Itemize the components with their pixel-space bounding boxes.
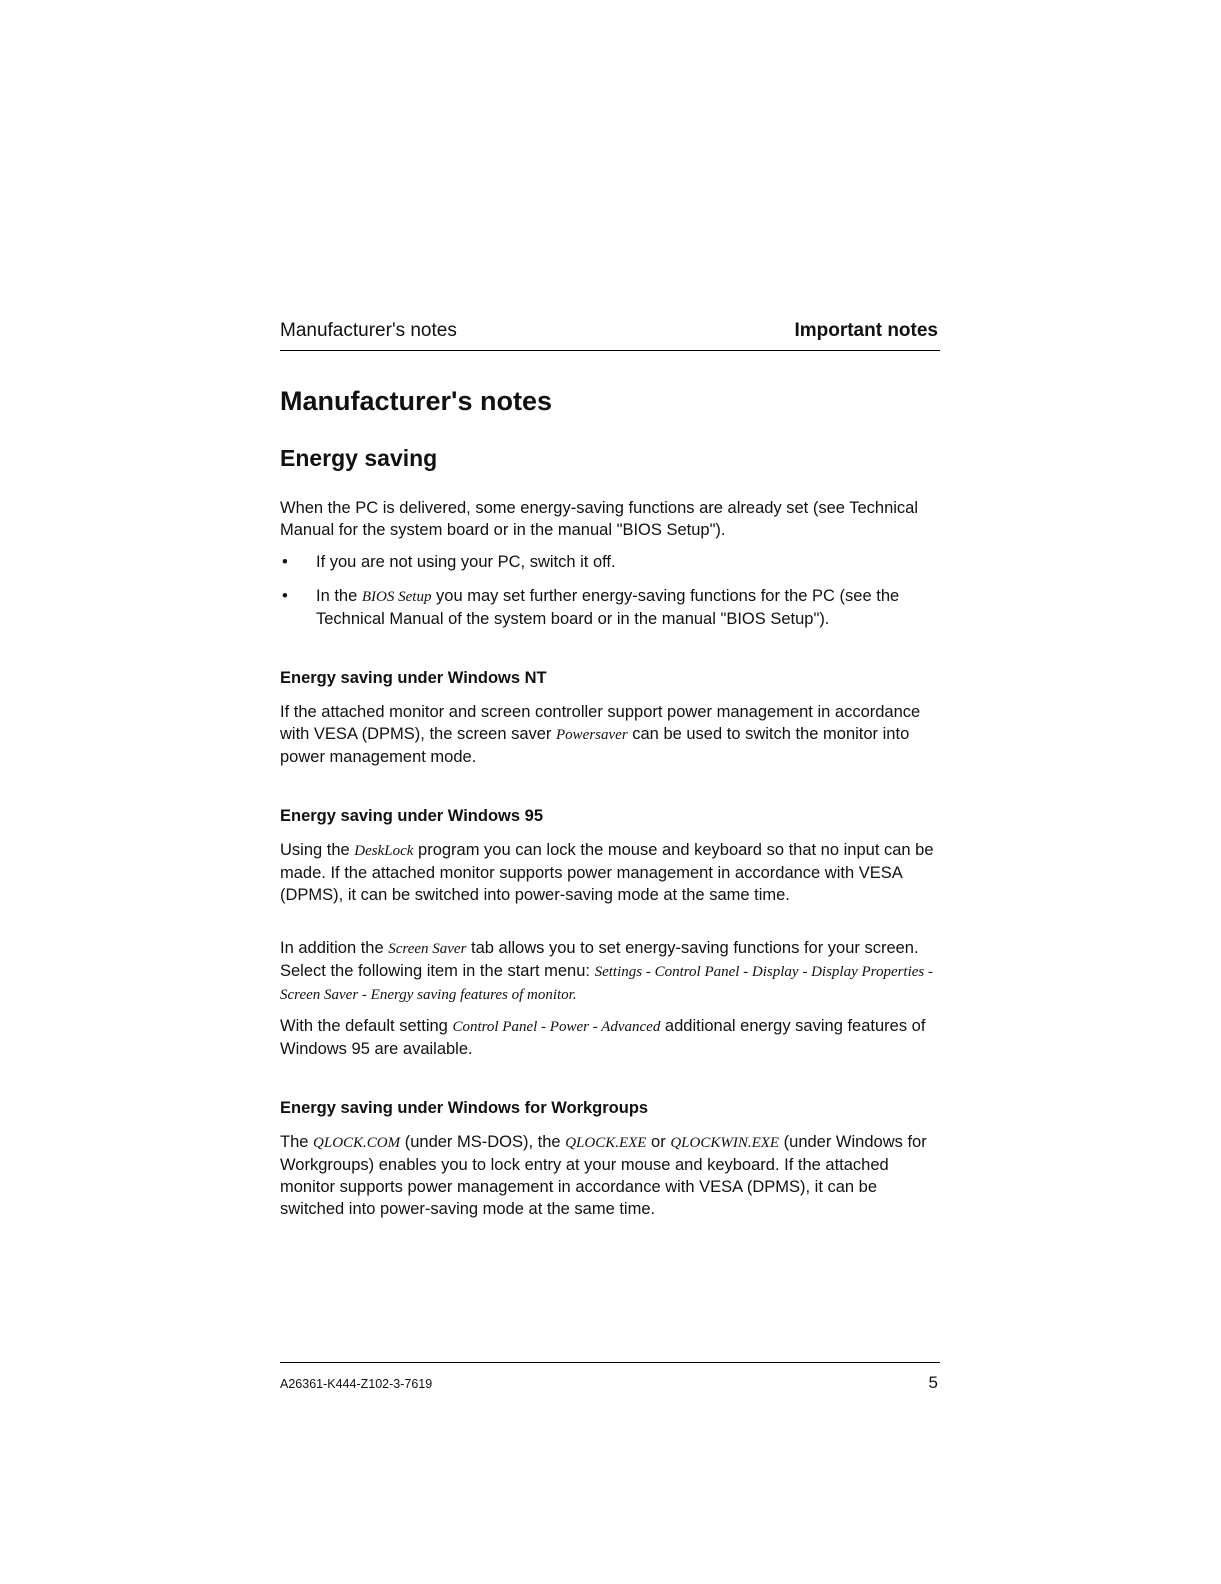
page-number: 5 [928,1373,938,1392]
page-title: Manufacturer's notes [280,386,552,416]
paragraph-windows-95-screensaver: In addition the Screen Saver tab allows you to set energy-saving functions for your screen. Select the following item in the start menu: Settings - Control Panel - Display - Display Properties - Screen Saver - Energy saving features of monitor. [280,939,934,1003]
paragraph-windows-95-power: With the default setting Control Panel - Power - Advanced additional energy saving features of Windows 95 are available. [280,1017,926,1058]
bullet-item-2 [280,585,940,630]
running-header [280,320,940,351]
section-title: Energy saving [280,445,438,471]
document-id: A26361-K444-Z102-3-7619 [280,1377,433,1391]
bullet-text: In the BIOS Setup you may set further energy-saving functions for the PC (see the Technical Manual of the system board or in the manual "BIOS Setup"). [316,587,900,628]
paragraph-windows-95-desklock: Using the DeskLock program you can lock the mouse and keyboard so that no input can be made. If the attached monitor supports power management in accordance with VESA (DPMS), it can be switched into power-saving mode at the same time. [280,841,934,904]
header-section: Important notes [794,320,938,341]
bullet-icon: • [282,553,288,571]
bullet-item-1 [280,551,940,573]
header-chapter: Manufacturer's notes [280,320,457,341]
bullet-text: If you are not using your PC, switch it off. [316,553,616,571]
subheading-windows-nt: Energy saving under Windows NT [280,669,547,687]
paragraph-windows-for-workgroups: The QLOCK.COM (under MS-DOS), the QLOCK.EXE or QLOCKWIN.EXE (under Windows for Workgroups) enables you to lock entry at your mouse and keyboard. If the attached monitor supports power management in accordance with VESA (DPMS), it can be switched into power-saving mode at the same time. [280,1133,927,1218]
subheading-windows-95: Energy saving under Windows 95 [280,807,543,825]
subheading-windows-for-workgroups: Energy saving under Windows for Workgroups [280,1099,649,1117]
page-footer [280,1362,940,1392]
intro-paragraph: When the PC is delivered, some energy-saving functions are already set (see Technical Manual for the system board or in the manual "BIOS Setup"). [280,499,919,539]
paragraph-windows-nt: If the attached monitor and screen controller support power management in accordance with VESA (DPMS), the screen saver Powersaver can be used to switch the monitor into power management mode. [280,703,921,766]
bullet-icon: • [282,587,288,605]
